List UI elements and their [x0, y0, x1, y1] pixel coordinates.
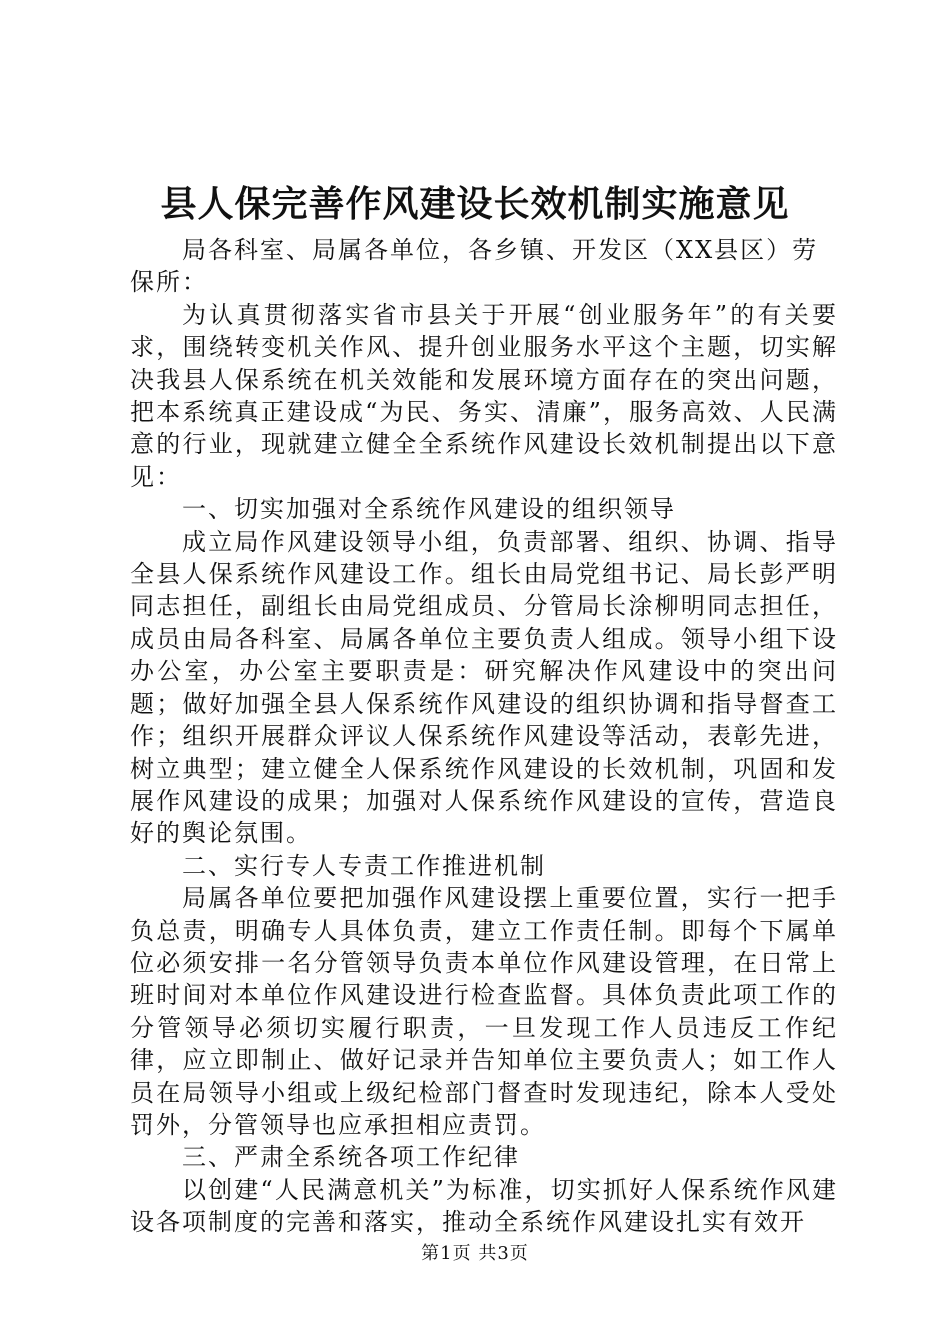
document-body [130, 234, 838, 1239]
intro-paragraph: 为认真贯彻落实省市县关于开展“创业服务年”的有关要求，围绕转变机关作风、提升创业服务水平这个主题，切实解决我县人保系统在机关效能和发展环境方面存在的突出问题，把本系统真正建设成“为民、务实、清廉”，服务高效、人民满意的行业，现就建立健全全系统作风建设长效机制提出以下意见： [130, 300, 838, 491]
section-heading-3: 三、严肃全系统各项工作纪律 [182, 1143, 520, 1172]
section-2-paragraph: 局属各单位要把加强作风建设摆上重要位置，实行一把手负总责，明确专人具体负责，建立工作责任制。即每个下属单位必须安排一名分管领导负责本单位作风建设管理，在日常上班时间对本单位作风建设进行检查监督。具体负责此项工作的分管领导必须切实履行职责，一旦发现工作人员违反工作纪律，应立即制止、做好记录并告知单位主要负责人；如工作人员在局领导小组或上级纪检部门督查时发现违纪，除本人受处罚外，分管领导也应承担相应责罚。 [130, 884, 838, 1139]
section-heading-2: 二、实行专人专责工作推进机制 [182, 851, 546, 880]
section-3-paragraph: 以创建“人民满意机关”为标准，切实抓好人保系统作风建设各项制度的完善和落实，推动全系统作风建设扎实有效开 [130, 1175, 838, 1237]
section-heading-1: 一、切实加强对全系统作风建设的组织领导 [182, 495, 676, 524]
salutation: 局各科室、局属各单位，各乡镇、开发区（XX县区）劳保所： [130, 236, 819, 297]
document-title: 县人保完善作风建设长效机制实施意见 [160, 183, 790, 225]
page-number-footer: 第1页 共3页 [421, 1243, 529, 1264]
section-1-paragraph: 成立局作风建设领导小组，负责部署、组织、协调、指导全县人保系统作风建设工作。组长由局党组书记、局长彭严明同志担任，副组长由局党组成员、分管局长涂柳明同志担任，成员由局各科室、局属各单位主要负责人组成。领导小组下设办公室，办公室主要职责是：研究解决作风建设中的突出问题；做好加强全县人保系统作风建设的组织协调和指导督查工作；组织开展群众评议人保系统作风建设等活动，表彰先进，树立典型；建立健全人保系统作风建设的长效机制，巩固和发展作风建设的成果；加强对人保系统作风建设的宣传，营造良好的舆论氛围。 [130, 527, 838, 848]
